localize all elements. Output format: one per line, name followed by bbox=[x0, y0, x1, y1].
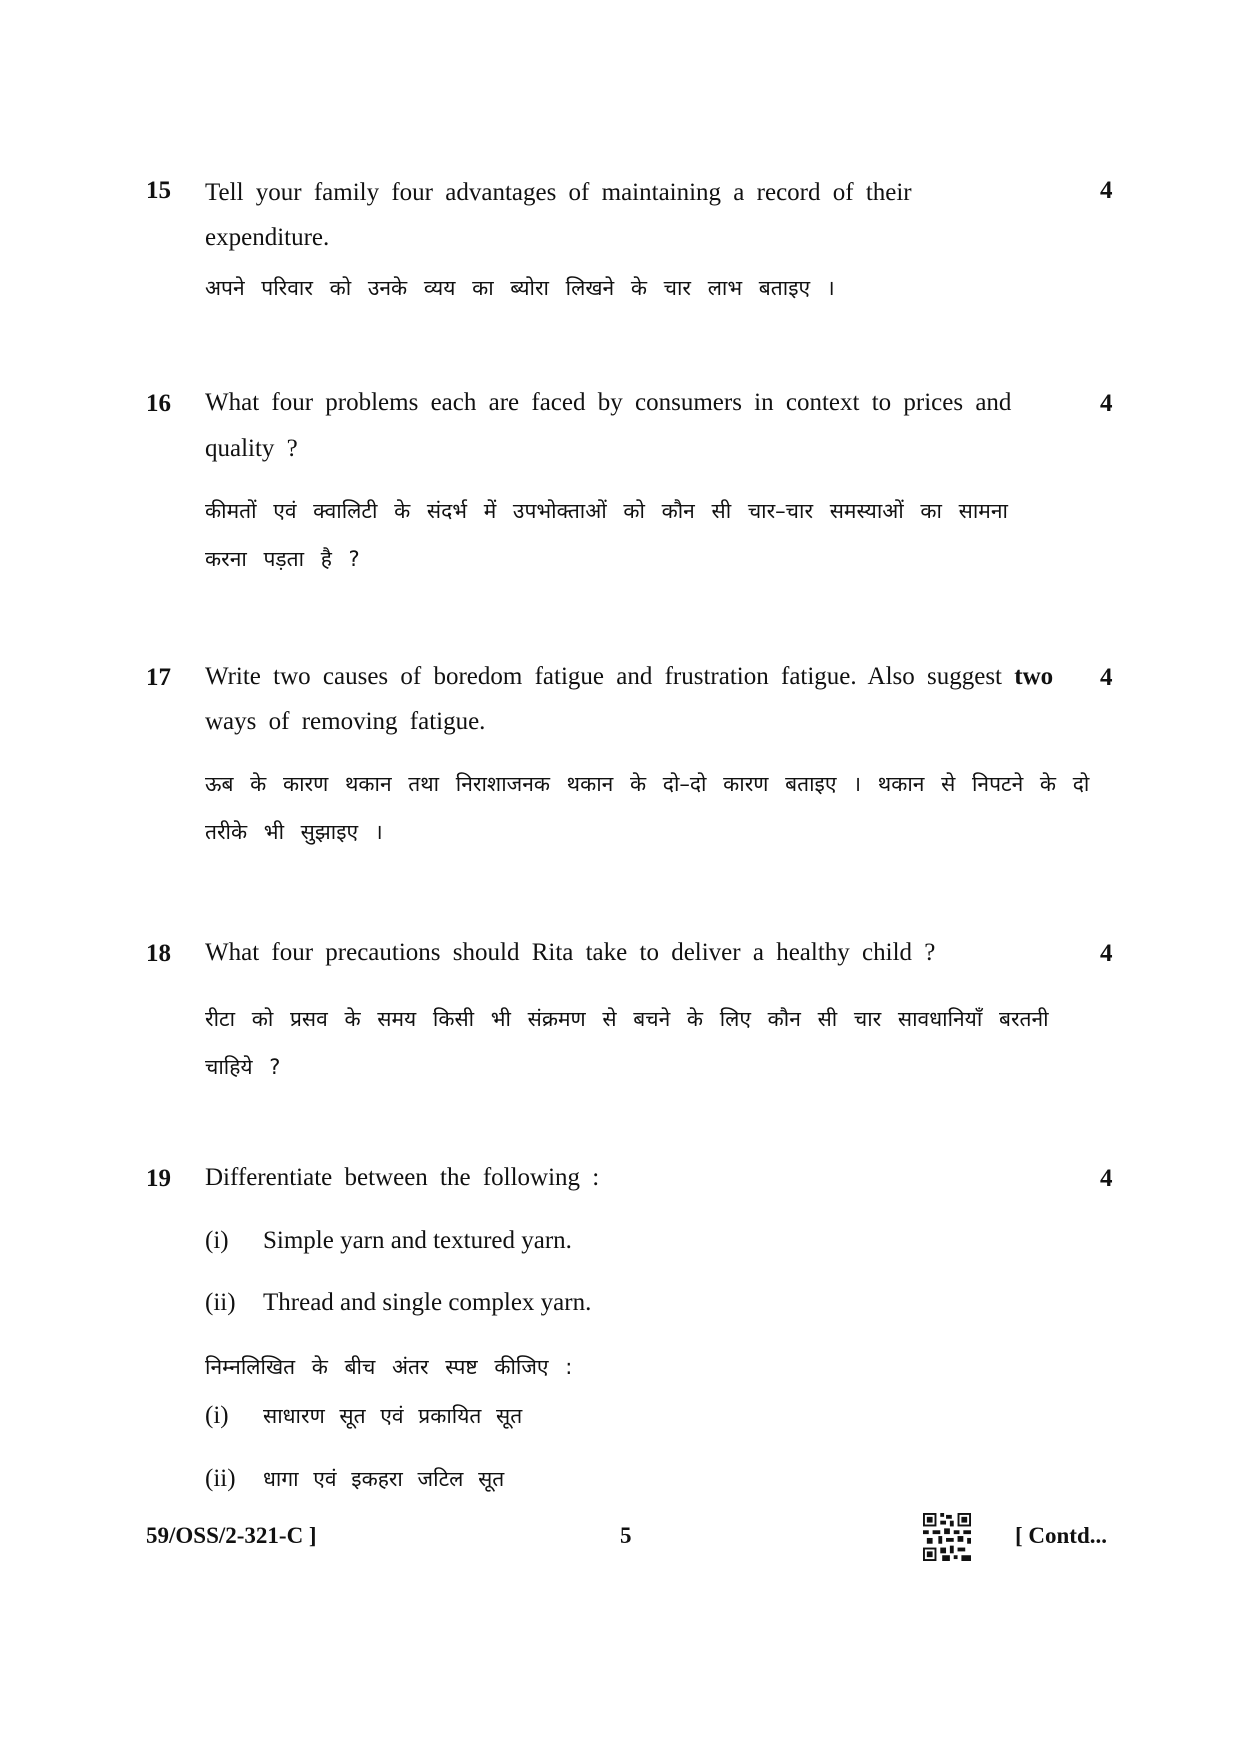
question-text-hi: निम्नलिखित के बीच अंतर स्पष्ट कीजिए : bbox=[205, 1355, 573, 1379]
question-number: 16 bbox=[146, 390, 171, 417]
sub-item-hi: (ii) धागा एवं इकहरा जटिल सूत bbox=[205, 1465, 505, 1492]
question-text-en: Write two causes of boredom fatigue and frustration fatigue. Also suggest two ways of removing fatigue. bbox=[205, 663, 1054, 735]
qr-code-icon bbox=[922, 1513, 972, 1561]
question-text-en: Differentiate between the following : bbox=[205, 1164, 600, 1191]
question-text-hi: रीटा को प्रसव के समय किसी भी संक्रमण से बचने के लिए कौन सी चार सावधानियाँ बरतनी चाहिये ? bbox=[205, 1007, 1049, 1079]
question-marks: 4 bbox=[1100, 664, 1113, 691]
question-text-hi: कीमतों एवं क्वालिटी के संदर्भ में उपभोक्ताओं को कौन सी चार–चार समस्याओं का सामना करना पड़ता है ? bbox=[205, 499, 1008, 571]
question-marks: 4 bbox=[1100, 177, 1113, 204]
question-number: 15 bbox=[146, 177, 171, 204]
page-footer bbox=[0, 1523, 1240, 1563]
question-number: 18 bbox=[146, 940, 171, 967]
question-text-hi: अपने परिवार को उनके व्यय का ब्योरा लिखने के चार लाभ बताइए । bbox=[205, 276, 835, 300]
question-text-hi: ऊब के कारण थकान तथा निराशाजनक थकान के दो–दो कारण बताइए । थकान से निपटने के दो तरीके भी सुझाइए । bbox=[205, 772, 1090, 844]
question-text-en: Tell your family four advantages of maintaining a record of their expenditure. bbox=[205, 179, 912, 251]
question-number: 17 bbox=[146, 664, 171, 691]
sub-item-en: (ii) Thread and single complex yarn. bbox=[205, 1289, 592, 1316]
continued-label: [ Contd... bbox=[1015, 1523, 1108, 1548]
question-number: 19 bbox=[146, 1165, 171, 1192]
emphasis-word: two bbox=[1014, 663, 1054, 690]
question-text-en: What four problems each are faced by consumers in context to prices and quality ? bbox=[205, 389, 1012, 462]
question-marks: 4 bbox=[1100, 940, 1113, 967]
paper-code: 59/OSS/2-321-C ] bbox=[146, 1523, 317, 1548]
question-marks: 4 bbox=[1100, 1165, 1113, 1192]
sub-item-hi: (i) साधारण सूत एवं प्रकायित सूत bbox=[205, 1402, 523, 1429]
page-number: 5 bbox=[620, 1523, 632, 1548]
sub-item-en: (i) Simple yarn and textured yarn. bbox=[205, 1227, 572, 1254]
question-text-en: What four precautions should Rita take to deliver a healthy child ? bbox=[205, 939, 936, 966]
question-marks: 4 bbox=[1100, 390, 1113, 417]
